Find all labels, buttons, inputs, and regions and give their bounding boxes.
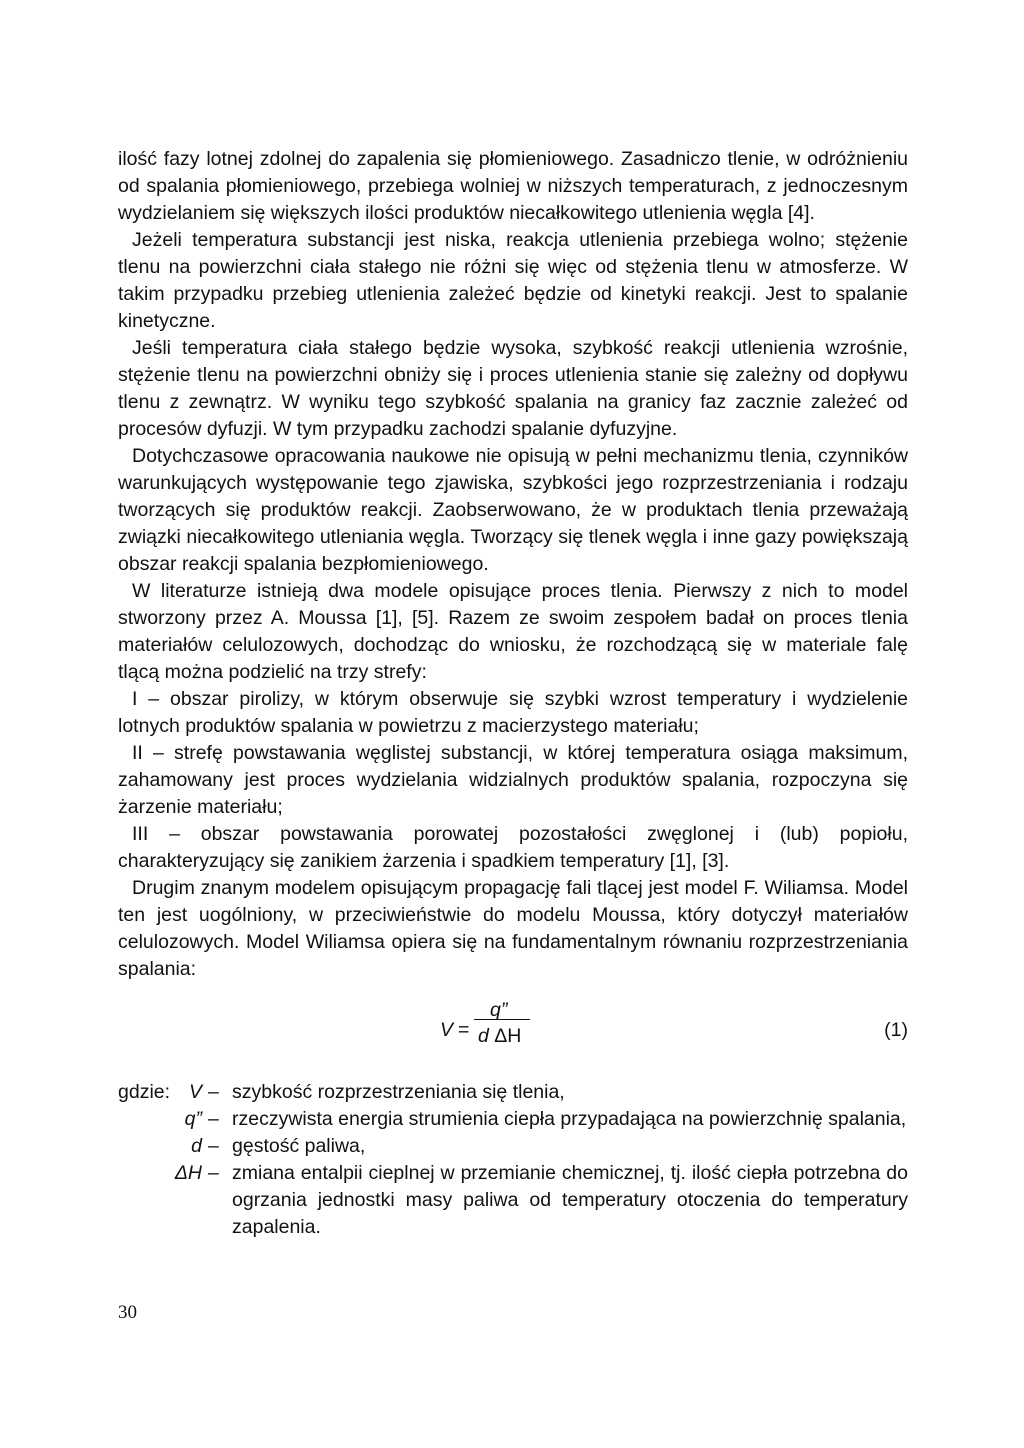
paragraph-5: W literaturze istnieją dwa modele opisujące proces tlenia. Pierwszy z nich to model stworzony przez A. Moussa [1], [5]. Razem ze swoim zespołem badał on proces tlenia materiałów celulozowych, dochodząc do wniosku, że rozchodzącą się w materiale falę tlącą można podzielić na trzy strefy: — [118, 580, 908, 683]
zone-3-paragraph: III – obszar powstawania porowatej pozostałości zwęglonej i (lub) popiołu, charakteryzujący się zanikiem żarzenia i spadkiem temperatury [1], [3]. — [118, 823, 908, 872]
definition-dash: – — [208, 1081, 219, 1103]
formula-lhs: V — [440, 1019, 454, 1041]
definition-row — [118, 1160, 908, 1241]
equation-1 — [118, 997, 908, 1075]
fraction-bar — [474, 1019, 530, 1020]
definition-text: rzeczywista energia strumienia ciepła przypadająca na powierzchnię spalania, — [232, 1108, 907, 1130]
formula-denominator-d: d — [478, 1025, 489, 1047]
page-number: 30 — [118, 1302, 137, 1323]
paragraph-1: ilość fazy lotnej zdolnej do zapalenia się płomieniowego. Zasadniczo tlenie, w odróżnieniu od spalania płomieniowego, przebiega wolniej w niższych temperaturach, z jednoczesnym wydzielaniem się większych ilości produktów niecałkowitego utlenienia węgla [4]. — [118, 148, 908, 224]
definition-dash: – — [208, 1135, 219, 1157]
definition-text: zmiana entalpii cieplnej w przemianie chemicznej, tj. ilość ciepła potrzebna do ogrzania jednostki masy paliwa od temperatury otoczenia do temperatury zapalenia. — [232, 1162, 908, 1238]
formula-equals: = — [458, 1019, 470, 1041]
formula-denominator-dh: ΔH — [494, 1025, 522, 1047]
zone-2-paragraph: II – strefę powstawania węglistej substancji, w której temperatura osiąga maksimum, zahamowany jest proces wydzielania widzialnych produktów spalania, rozpoczyna się żarzenie materiału; — [118, 742, 908, 818]
definition-text: gęstość paliwa, — [232, 1135, 366, 1157]
definition-symbol: V — [188, 1081, 202, 1103]
definition-row — [118, 1079, 908, 1106]
paragraph-4: Dotychczasowe opracowania naukowe nie opisują w pełni mechanizmu tlenia, czynników warunkujących występowanie tego zjawiska, szybkości jego rozprzestrzeniania i rodzaju tworzących się produktów reakcji. Zaobserwowano, że w produktach tlenia przeważają związki niecałkowitego utleniania węgla. Tworzący się tlenek węgla i inne gazy powiększają obszar reakcji spalania bezpłomieniowego. — [118, 445, 908, 575]
definition-symbol: q” — [184, 1108, 202, 1130]
paragraph-2: Jeżeli temperatura substancji jest niska, reakcja utlenienia przebiega wolno; stężenie tlenu na powierzchni ciała stałego nie różni się więc od stężenia tlenu w atmosferze. W takim przypadku przebieg utlenienia zależeć będzie od kinetyki reakcji. Jest to spalanie kinetyczne. — [118, 229, 908, 332]
zone-1-paragraph: I – obszar pirolizy, w którym obserwuje się szybki wzrost temperatury i wydzielenie lotnych produktów spalania w powietrzu z macierzystego materiału; — [118, 688, 908, 737]
definition-dash: – — [208, 1108, 219, 1130]
paragraph-3: Jeśli temperatura ciała stałego będzie wysoka, szybkość reakcji utlenienia wzrośnie, stężenie tlenu na powierzchni obniży się i proces utlenienia stanie się zależny od dopływu tlenu z zewnątrz. W wyniku tego szybkość spalania na granicy faz zacznie zależeć od procesów dyfuzji. W tym przypadku zachodzi spalanie dyfuzyjne. — [118, 337, 908, 440]
definition-row — [118, 1133, 908, 1160]
definitions-lead: gdzie: — [118, 1081, 171, 1103]
definition-row — [118, 1106, 908, 1133]
formula-numerator: q” — [490, 999, 508, 1021]
page-body — [118, 146, 908, 1241]
symbol-definitions — [118, 1079, 908, 1241]
equation-number: (1) — [884, 1019, 908, 1041]
definition-text: szybkość rozprzestrzeniania się tlenia, — [232, 1081, 565, 1103]
definition-symbol: d — [191, 1135, 202, 1157]
paragraph-williams: Drugim znanym modelem opisującym propagację fali tlącej jest model F. Wiliamsa. Model ten jest uogólniony, w przeciwieństwie do modelu Moussa, który dotyczył materiałów celulozowych. Model Wiliamsa opiera się na fundamentalnym równaniu rozprzestrzeniania spalania: — [118, 877, 908, 980]
definition-symbol: ΔH — [174, 1162, 202, 1184]
formula-denominator — [478, 1023, 521, 1050]
definition-dash: – — [208, 1162, 219, 1184]
